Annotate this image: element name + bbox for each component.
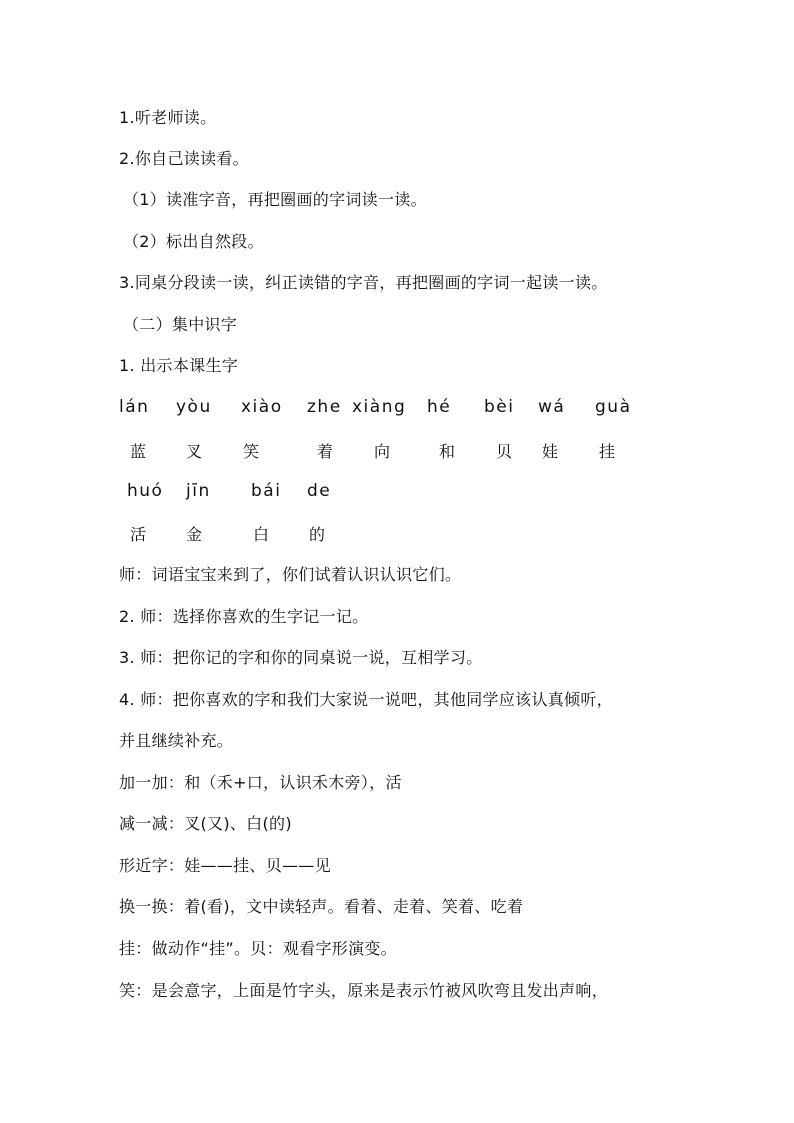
hanzi: 和 <box>439 442 456 461</box>
text-line: 并且继续补充。 <box>119 731 234 750</box>
text-line: 师：词语宝宝来到了，你们试着认识认识它们。 <box>119 565 462 584</box>
pinyin-row <box>0 481 794 505</box>
pinyin: bèi <box>484 397 515 417</box>
text-line: （2）标出自然段。 <box>123 232 264 251</box>
text-line: 笑：是会意字，上面是竹字头，原来是表示竹被风吹弯且发出声响， <box>119 981 609 1000</box>
text-line: 换一换：着(看)，文中读轻声。看着、走着、笑着、吃着 <box>119 897 524 916</box>
text-line: 3.同桌分段读一读，纠正读错的字音，再把圈画的字词一起读一读。 <box>119 273 608 292</box>
hanzi: 活 <box>130 525 147 544</box>
hanzi: 的 <box>309 525 326 544</box>
pinyin: lán <box>119 397 150 417</box>
pinyin-row <box>0 397 794 421</box>
hanzi-row <box>0 439 794 463</box>
hanzi: 白 <box>253 525 270 544</box>
hanzi: 着 <box>317 442 334 461</box>
text-line: （1）读准字音，再把圈画的字词读一读。 <box>123 190 427 209</box>
hanzi: 笑 <box>243 442 260 461</box>
hanzi: 贝 <box>496 442 513 461</box>
hanzi: 挂 <box>599 442 616 461</box>
pinyin: jīn <box>186 481 211 501</box>
pinyin: xiào <box>241 397 283 417</box>
text-line: 加一加：和（禾+口，认识禾木旁），活 <box>119 773 402 792</box>
text-line: 4. 师：把你喜欢的字和我们大家说一说吧，其他同学应该认真倾听， <box>119 690 613 709</box>
hanzi: 叉 <box>186 442 203 461</box>
hanzi: 蓝 <box>130 442 147 461</box>
text-line: 形近字：娃——挂、贝——见 <box>119 856 331 875</box>
hanzi: 金 <box>186 525 203 544</box>
pinyin: huó <box>127 481 164 501</box>
pinyin: hé <box>427 397 452 417</box>
section-heading: （二）集中识字 <box>123 315 238 334</box>
text-line: 1. 出示本课生字 <box>119 356 239 375</box>
hanzi: 向 <box>374 442 391 461</box>
hanzi-row <box>0 522 794 546</box>
text-line: 挂：做动作“挂”。贝：观看字形演变。 <box>119 939 397 958</box>
pinyin: de <box>307 481 332 501</box>
pinyin: guà <box>595 397 632 417</box>
text-line: 1.听老师读。 <box>119 108 217 127</box>
pinyin: zhe <box>307 397 342 417</box>
text-line: 2. 师：选择你喜欢的生字记一记。 <box>119 607 369 626</box>
pinyin: yòu <box>176 397 212 417</box>
text-line: 2.你自己读读看。 <box>119 149 249 168</box>
pinyin: xiàng <box>352 397 407 417</box>
hanzi: 娃 <box>542 442 559 461</box>
text-line: 减一减：叉(又)、白(的) <box>119 814 292 833</box>
pinyin: wá <box>538 397 566 417</box>
text-line: 3. 师：把你记的字和你的同桌说一说，互相学习。 <box>119 648 483 667</box>
pinyin: bái <box>251 481 282 501</box>
